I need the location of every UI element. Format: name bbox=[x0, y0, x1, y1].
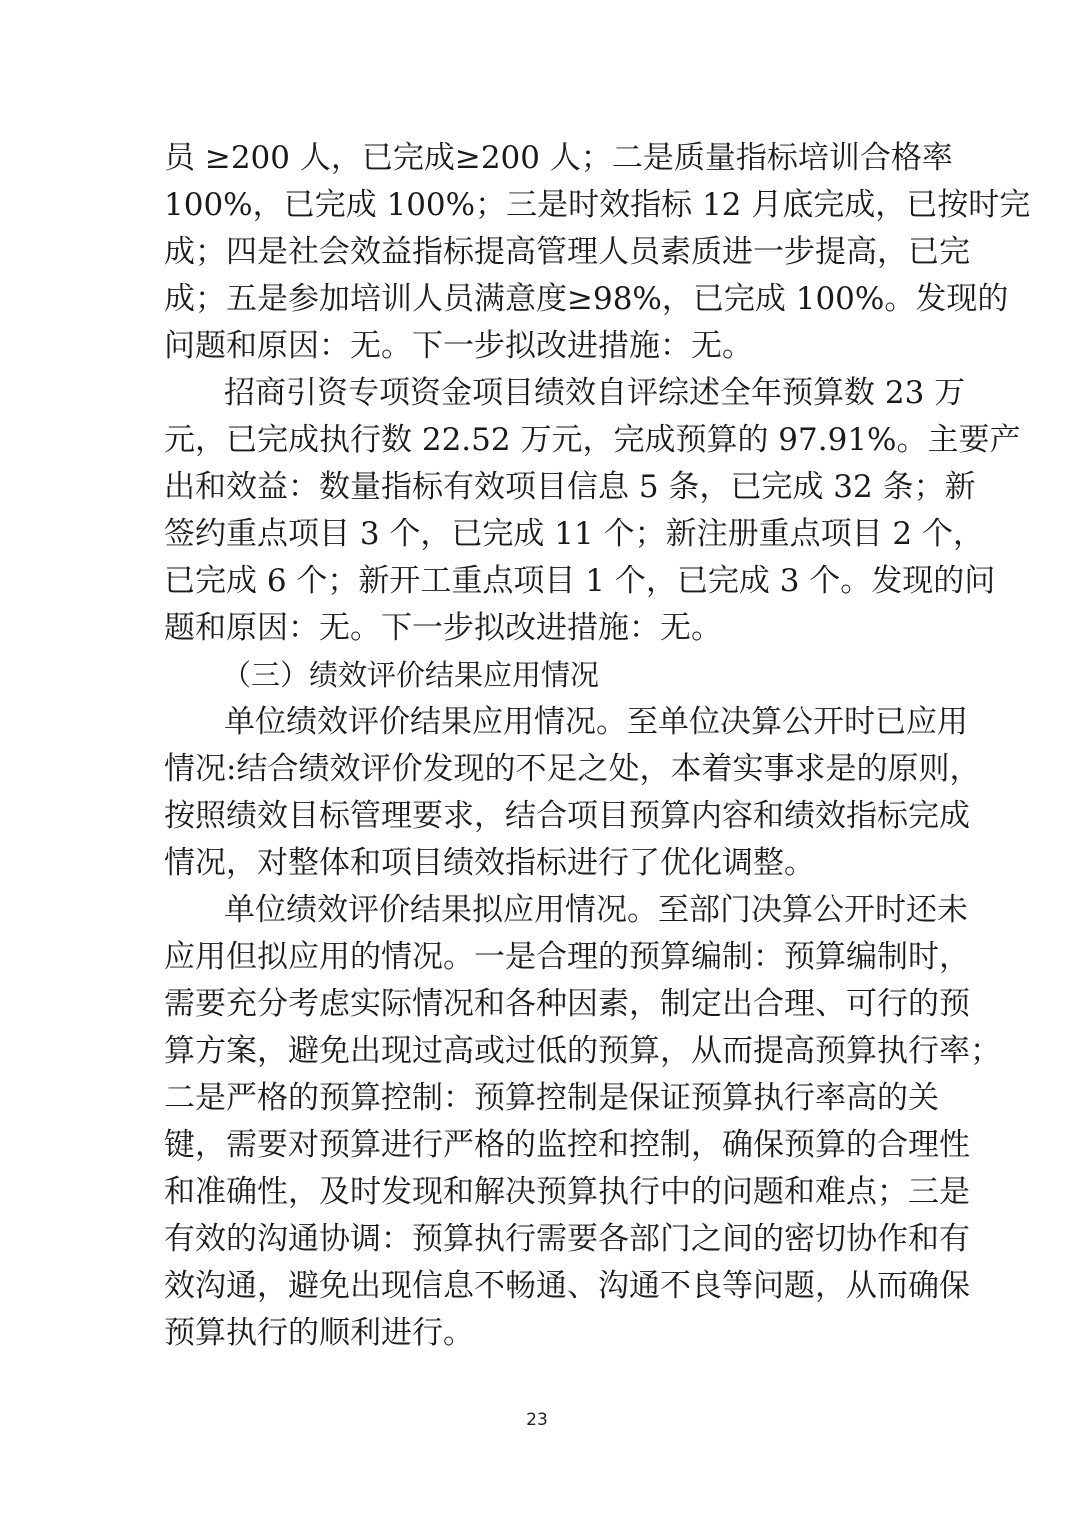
paragraph-first-line: 单位绩效评价结果拟应用情况。至部门决算公开时还未 bbox=[224, 892, 968, 928]
page-number: 23 bbox=[526, 1410, 548, 1430]
paragraph-first-line: 招商引资专项资金项目绩效自评综述全年预算数 23 万 bbox=[224, 375, 966, 411]
text-line: 问题和原因：无。下一步拟改进措施：无。 bbox=[164, 328, 753, 364]
text-line: 出和效益：数量指标有效项目信息 5 条，已完成 32 条；新 bbox=[164, 469, 976, 505]
text-line: 按照绩效目标管理要求，结合项目预算内容和绩效指标完成 bbox=[164, 798, 970, 834]
text-line: 签约重点项目 3 个，已完成 11 个；新注册重点项目 2 个， bbox=[164, 516, 985, 552]
text-line: 需要充分考虑实际情况和各种因素，制定出合理、可行的预 bbox=[164, 986, 970, 1022]
section-heading: （三）绩效评价结果应用情况 bbox=[222, 658, 600, 692]
text-line: 情况:结合绩效评价发现的不足之处，本着实事求是的原则， bbox=[164, 751, 981, 787]
text-line: 成；四是社会效益指标提高管理人员素质进一步提高，已完 bbox=[164, 234, 970, 270]
text-line: 已完成 6 个；新开工重点项目 1 个，已完成 3 个。发现的问 bbox=[164, 563, 996, 599]
text-line: 键，需要对预算进行严格的监控和控制，确保预算的合理性 bbox=[164, 1127, 970, 1163]
text-line: 应用但拟应用的情况。一是合理的预算编制：预算编制时， bbox=[164, 939, 970, 975]
paragraph-first-line: 单位绩效评价结果应用情况。至单位决算公开时已应用 bbox=[224, 704, 968, 740]
text-line: 效沟通，避免出现信息不畅通、沟通不良等问题，从而确保 bbox=[164, 1268, 970, 1304]
text-line: 情况，对整体和项目绩效指标进行了优化调整。 bbox=[164, 845, 815, 881]
text-line: 100%，已完成 100%；三是时效指标 12 月底完成，已按时完 bbox=[164, 187, 1031, 223]
text-line: 二是严格的预算控制：预算控制是保证预算执行率高的关 bbox=[164, 1080, 939, 1116]
text-line: 预算执行的顺利进行。 bbox=[164, 1315, 474, 1351]
text-line: 员 ≥200 人，已完成≥200 人；二是质量指标培训合格率 bbox=[164, 140, 953, 176]
text-line: 算方案，避免出现过高或过低的预算，从而提高预算执行率； bbox=[164, 1033, 1001, 1069]
text-line: 和准确性，及时发现和解决预算执行中的问题和难点；三是 bbox=[164, 1174, 970, 1210]
text-line: 成；五是参加培训人员满意度≥98%，已完成 100%。发现的 bbox=[164, 281, 1009, 317]
text-line: 题和原因：无。下一步拟改进措施：无。 bbox=[164, 610, 722, 646]
text-line: 元，已完成执行数 22.52 万元，完成预算的 97.91%。主要产 bbox=[164, 422, 1021, 458]
text-line: 有效的沟通协调：预算执行需要各部门之间的密切协作和有 bbox=[164, 1221, 970, 1257]
